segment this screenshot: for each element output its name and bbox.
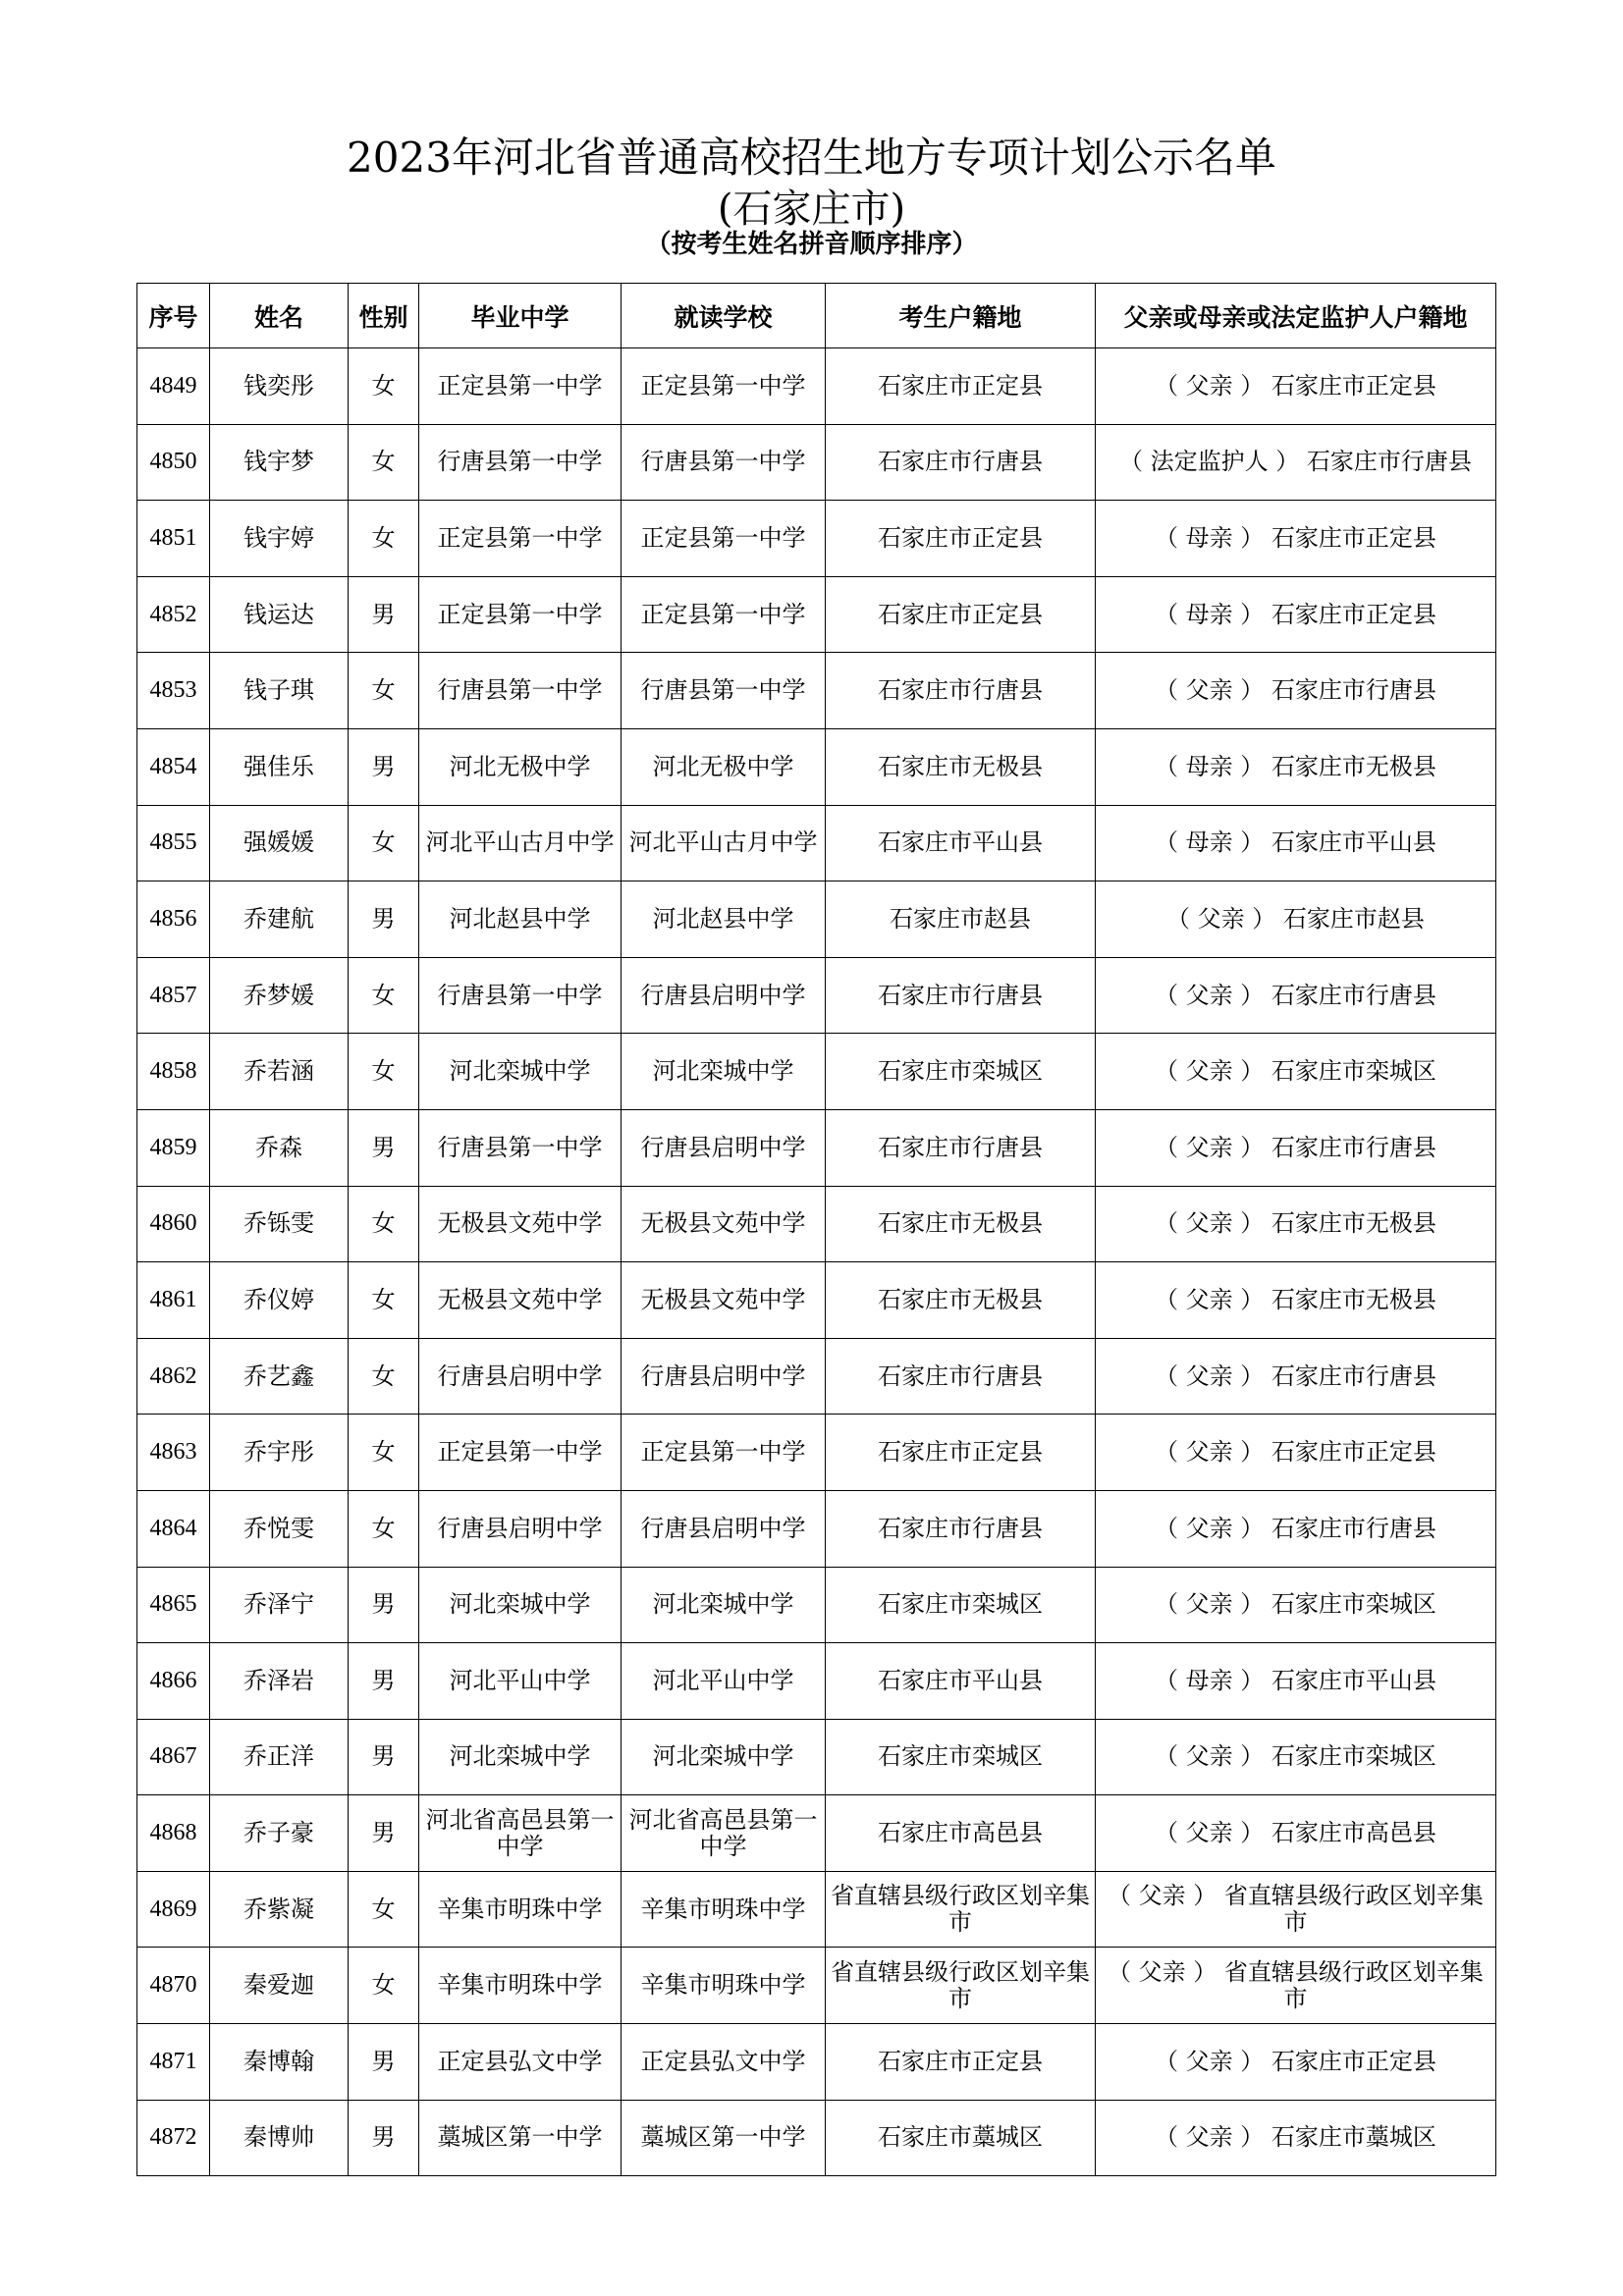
cell-name: 乔泽宁 bbox=[210, 1567, 349, 1643]
cell-graduation-school: 正定县第一中学 bbox=[419, 1415, 622, 1491]
cell-index: 4862 bbox=[137, 1338, 210, 1415]
cell-household-registration: 石家庄市栾城区 bbox=[826, 1567, 1096, 1643]
roster-table bbox=[136, 283, 1496, 2176]
cell-name: 乔森 bbox=[210, 1109, 349, 1186]
table-row bbox=[137, 576, 1496, 653]
cell-name: 钱奕彤 bbox=[210, 348, 349, 425]
cell-household-registration: 石家庄市行唐县 bbox=[826, 1490, 1096, 1567]
cell-index: 4865 bbox=[137, 1567, 210, 1643]
table-row bbox=[137, 2100, 1496, 2176]
header-row bbox=[137, 284, 1496, 348]
cell-graduation-school: 无极县文苑中学 bbox=[419, 1262, 622, 1339]
cell-current-school: 河北栾城中学 bbox=[622, 1034, 826, 1110]
table-row bbox=[137, 1871, 1496, 1948]
cell-gender: 男 bbox=[349, 1109, 419, 1186]
cell-graduation-school: 正定县弘文中学 bbox=[419, 2024, 622, 2101]
cell-current-school: 正定县第一中学 bbox=[622, 501, 826, 577]
cell-gender: 女 bbox=[349, 1034, 419, 1110]
cell-current-school: 河北栾城中学 bbox=[622, 1719, 826, 1795]
cell-gender: 男 bbox=[349, 2024, 419, 2101]
table-row bbox=[137, 957, 1496, 1034]
cell-current-school: 正定县第一中学 bbox=[622, 576, 826, 653]
cell-household-registration: 省直辖县级行政区划辛集市 bbox=[826, 1948, 1096, 2024]
cell-graduation-school: 行唐县第一中学 bbox=[419, 424, 622, 501]
cell-gender: 女 bbox=[349, 1948, 419, 2024]
cell-guardian-registration: （ 父亲 ） 省直辖县级行政区划辛集市 bbox=[1096, 1871, 1496, 1948]
cell-index: 4857 bbox=[137, 957, 210, 1034]
cell-current-school: 辛集市明珠中学 bbox=[622, 1871, 826, 1948]
page-subtitle: (石家庄市) bbox=[717, 187, 906, 232]
table-row bbox=[137, 1795, 1496, 1872]
cell-household-registration: 石家庄市栾城区 bbox=[826, 1034, 1096, 1110]
cell-current-school: 行唐县启明中学 bbox=[622, 957, 826, 1034]
table-row bbox=[137, 1415, 1496, 1491]
cell-index: 4850 bbox=[137, 424, 210, 501]
cell-name: 钱子琪 bbox=[210, 653, 349, 729]
cell-graduation-school: 行唐县第一中学 bbox=[419, 653, 622, 729]
cell-household-registration: 石家庄市行唐县 bbox=[826, 1338, 1096, 1415]
cell-name: 乔泽岩 bbox=[210, 1643, 349, 1720]
cell-index: 4853 bbox=[137, 653, 210, 729]
cell-gender: 女 bbox=[349, 1262, 419, 1339]
cell-graduation-school: 正定县第一中学 bbox=[419, 348, 622, 425]
cell-guardian-registration: （ 父亲 ） 石家庄市正定县 bbox=[1096, 1415, 1496, 1491]
table-row bbox=[137, 501, 1496, 577]
cell-index: 4869 bbox=[137, 1871, 210, 1948]
cell-current-school: 行唐县启明中学 bbox=[622, 1109, 826, 1186]
cell-gender: 女 bbox=[349, 348, 419, 425]
cell-index: 4854 bbox=[137, 728, 210, 805]
cell-guardian-registration: （ 母亲 ） 石家庄市无极县 bbox=[1096, 728, 1496, 805]
table-row bbox=[137, 1948, 1496, 2024]
cell-gender: 男 bbox=[349, 1719, 419, 1795]
cell-gender: 女 bbox=[349, 1490, 419, 1567]
table-row bbox=[137, 805, 1496, 881]
col-header-index: 序号 bbox=[137, 284, 210, 348]
col-header-gender: 性别 bbox=[349, 284, 419, 348]
page-title: 2023年河北省普通高校招生地方专项计划公示名单 bbox=[347, 133, 1276, 182]
cell-household-registration: 石家庄市无极县 bbox=[826, 1186, 1096, 1262]
sort-note: （按考生姓名拼音顺序排序） bbox=[645, 230, 978, 259]
cell-current-school: 辛集市明珠中学 bbox=[622, 1948, 826, 2024]
cell-household-registration: 石家庄市栾城区 bbox=[826, 1719, 1096, 1795]
cell-guardian-registration: （ 父亲 ） 石家庄市高邑县 bbox=[1096, 1795, 1496, 1872]
cell-graduation-school: 藁城区第一中学 bbox=[419, 2100, 622, 2176]
cell-household-registration: 省直辖县级行政区划辛集市 bbox=[826, 1871, 1096, 1948]
cell-name: 秦博翰 bbox=[210, 2024, 349, 2101]
cell-gender: 男 bbox=[349, 1567, 419, 1643]
table-row bbox=[137, 1490, 1496, 1567]
cell-graduation-school: 行唐县启明中学 bbox=[419, 1338, 622, 1415]
cell-household-registration: 石家庄市正定县 bbox=[826, 2024, 1096, 2101]
cell-current-school: 河北赵县中学 bbox=[622, 881, 826, 958]
cell-guardian-registration: （ 父亲 ） 石家庄市行唐县 bbox=[1096, 653, 1496, 729]
cell-guardian-registration: （ 父亲 ） 石家庄市栾城区 bbox=[1096, 1719, 1496, 1795]
cell-current-school: 正定县弘文中学 bbox=[622, 2024, 826, 2101]
table-row bbox=[137, 1186, 1496, 1262]
cell-gender: 女 bbox=[349, 424, 419, 501]
cell-name: 强佳乐 bbox=[210, 728, 349, 805]
cell-index: 4867 bbox=[137, 1719, 210, 1795]
cell-guardian-registration: （ 父亲 ） 省直辖县级行政区划辛集市 bbox=[1096, 1948, 1496, 2024]
cell-household-registration: 石家庄市正定县 bbox=[826, 1415, 1096, 1491]
cell-name: 乔紫凝 bbox=[210, 1871, 349, 1948]
col-header-guardian-registration: 父亲或母亲或法定监护人户籍地 bbox=[1096, 284, 1496, 348]
cell-gender: 女 bbox=[349, 653, 419, 729]
cell-current-school: 行唐县第一中学 bbox=[622, 424, 826, 501]
cell-graduation-school: 河北无极中学 bbox=[419, 728, 622, 805]
cell-guardian-registration: （ 法定监护人 ） 石家庄市行唐县 bbox=[1096, 424, 1496, 501]
table-row bbox=[137, 881, 1496, 958]
cell-name: 乔若涵 bbox=[210, 1034, 349, 1110]
cell-current-school: 正定县第一中学 bbox=[622, 348, 826, 425]
table-row bbox=[137, 1262, 1496, 1339]
cell-graduation-school: 河北栾城中学 bbox=[419, 1567, 622, 1643]
cell-household-registration: 石家庄市正定县 bbox=[826, 348, 1096, 425]
cell-graduation-school: 河北栾城中学 bbox=[419, 1034, 622, 1110]
cell-gender: 男 bbox=[349, 728, 419, 805]
table-row bbox=[137, 1643, 1496, 1720]
cell-name: 乔仪婷 bbox=[210, 1262, 349, 1339]
cell-guardian-registration: （ 父亲 ） 石家庄市无极县 bbox=[1096, 1186, 1496, 1262]
col-header-current-school: 就读学校 bbox=[622, 284, 826, 348]
cell-gender: 男 bbox=[349, 576, 419, 653]
cell-index: 4855 bbox=[137, 805, 210, 881]
cell-guardian-registration: （ 父亲 ） 石家庄市正定县 bbox=[1096, 348, 1496, 425]
cell-guardian-registration: （ 父亲 ） 石家庄市栾城区 bbox=[1096, 1567, 1496, 1643]
cell-household-registration: 石家庄市正定县 bbox=[826, 501, 1096, 577]
cell-graduation-school: 行唐县第一中学 bbox=[419, 1109, 622, 1186]
cell-current-school: 行唐县第一中学 bbox=[622, 653, 826, 729]
cell-guardian-registration: （ 母亲 ） 石家庄市正定县 bbox=[1096, 576, 1496, 653]
cell-guardian-registration: （ 父亲 ） 石家庄市行唐县 bbox=[1096, 1338, 1496, 1415]
cell-guardian-registration: （ 母亲 ） 石家庄市平山县 bbox=[1096, 1643, 1496, 1720]
cell-current-school: 正定县第一中学 bbox=[622, 1415, 826, 1491]
cell-gender: 女 bbox=[349, 805, 419, 881]
cell-index: 4871 bbox=[137, 2024, 210, 2101]
cell-index: 4861 bbox=[137, 1262, 210, 1339]
cell-index: 4852 bbox=[137, 576, 210, 653]
cell-current-school: 行唐县启明中学 bbox=[622, 1490, 826, 1567]
col-header-graduation-school: 毕业中学 bbox=[419, 284, 622, 348]
cell-index: 4864 bbox=[137, 1490, 210, 1567]
col-header-name: 姓名 bbox=[210, 284, 349, 348]
cell-household-registration: 石家庄市行唐县 bbox=[826, 424, 1096, 501]
cell-index: 4856 bbox=[137, 881, 210, 958]
cell-current-school: 无极县文苑中学 bbox=[622, 1262, 826, 1339]
table-row bbox=[137, 424, 1496, 501]
cell-household-registration: 石家庄市高邑县 bbox=[826, 1795, 1096, 1872]
cell-name: 秦爱迦 bbox=[210, 1948, 349, 2024]
cell-current-school: 行唐县启明中学 bbox=[622, 1338, 826, 1415]
cell-index: 4863 bbox=[137, 1415, 210, 1491]
cell-guardian-registration: （ 父亲 ） 石家庄市正定县 bbox=[1096, 2024, 1496, 2101]
cell-graduation-school: 辛集市明珠中学 bbox=[419, 1948, 622, 2024]
table-row bbox=[137, 1567, 1496, 1643]
cell-guardian-registration: （ 母亲 ） 石家庄市平山县 bbox=[1096, 805, 1496, 881]
cell-household-registration: 石家庄市行唐县 bbox=[826, 653, 1096, 729]
cell-graduation-school: 无极县文苑中学 bbox=[419, 1186, 622, 1262]
cell-gender: 女 bbox=[349, 1871, 419, 1948]
cell-name: 强媛媛 bbox=[210, 805, 349, 881]
cell-guardian-registration: （ 父亲 ） 石家庄市藁城区 bbox=[1096, 2100, 1496, 2176]
cell-current-school: 河北无极中学 bbox=[622, 728, 826, 805]
cell-name: 乔梦媛 bbox=[210, 957, 349, 1034]
cell-guardian-registration: （ 父亲 ） 石家庄市无极县 bbox=[1096, 1262, 1496, 1339]
cell-household-registration: 石家庄市行唐县 bbox=[826, 957, 1096, 1034]
cell-guardian-registration: （ 父亲 ） 石家庄市行唐县 bbox=[1096, 1109, 1496, 1186]
cell-graduation-school: 河北赵县中学 bbox=[419, 881, 622, 958]
cell-gender: 女 bbox=[349, 501, 419, 577]
cell-graduation-school: 正定县第一中学 bbox=[419, 576, 622, 653]
cell-current-school: 无极县文苑中学 bbox=[622, 1186, 826, 1262]
cell-gender: 男 bbox=[349, 2100, 419, 2176]
cell-current-school: 河北平山中学 bbox=[622, 1643, 826, 1720]
cell-name: 乔宇彤 bbox=[210, 1415, 349, 1491]
table-row bbox=[137, 728, 1496, 805]
cell-graduation-school: 正定县第一中学 bbox=[419, 501, 622, 577]
cell-name: 乔悦雯 bbox=[210, 1490, 349, 1567]
table-row bbox=[137, 1034, 1496, 1110]
cell-guardian-registration: （ 父亲 ） 石家庄市行唐县 bbox=[1096, 957, 1496, 1034]
cell-index: 4872 bbox=[137, 2100, 210, 2176]
col-header-household-registration: 考生户籍地 bbox=[826, 284, 1096, 348]
cell-name: 乔正洋 bbox=[210, 1719, 349, 1795]
cell-graduation-school: 河北省高邑县第一中学 bbox=[419, 1795, 622, 1872]
cell-household-registration: 石家庄市平山县 bbox=[826, 805, 1096, 881]
cell-gender: 女 bbox=[349, 1338, 419, 1415]
cell-household-registration: 石家庄市正定县 bbox=[826, 576, 1096, 653]
cell-household-registration: 石家庄市赵县 bbox=[826, 881, 1096, 958]
cell-index: 4851 bbox=[137, 501, 210, 577]
cell-current-school: 河北栾城中学 bbox=[622, 1567, 826, 1643]
cell-name: 钱宇婷 bbox=[210, 501, 349, 577]
table-row bbox=[137, 1109, 1496, 1186]
cell-household-registration: 石家庄市平山县 bbox=[826, 1643, 1096, 1720]
table-row bbox=[137, 348, 1496, 425]
cell-current-school: 河北省高邑县第一中学 bbox=[622, 1795, 826, 1872]
cell-name: 钱宇梦 bbox=[210, 424, 349, 501]
table-row bbox=[137, 653, 1496, 729]
cell-household-registration: 石家庄市藁城区 bbox=[826, 2100, 1096, 2176]
cell-gender: 男 bbox=[349, 1643, 419, 1720]
cell-current-school: 藁城区第一中学 bbox=[622, 2100, 826, 2176]
cell-index: 4870 bbox=[137, 1948, 210, 2024]
cell-name: 秦博帅 bbox=[210, 2100, 349, 2176]
cell-household-registration: 石家庄市无极县 bbox=[826, 728, 1096, 805]
cell-graduation-school: 行唐县第一中学 bbox=[419, 957, 622, 1034]
cell-index: 4866 bbox=[137, 1643, 210, 1720]
cell-household-registration: 石家庄市无极县 bbox=[826, 1262, 1096, 1339]
cell-guardian-registration: （ 父亲 ） 石家庄市栾城区 bbox=[1096, 1034, 1496, 1110]
cell-guardian-registration: （ 父亲 ） 石家庄市行唐县 bbox=[1096, 1490, 1496, 1567]
table-row bbox=[137, 1338, 1496, 1415]
cell-gender: 女 bbox=[349, 957, 419, 1034]
cell-index: 4849 bbox=[137, 348, 210, 425]
cell-gender: 男 bbox=[349, 1795, 419, 1872]
cell-graduation-school: 河北栾城中学 bbox=[419, 1719, 622, 1795]
cell-guardian-registration: （ 父亲 ） 石家庄市赵县 bbox=[1096, 881, 1496, 958]
cell-household-registration: 石家庄市行唐县 bbox=[826, 1109, 1096, 1186]
table-row bbox=[137, 1719, 1496, 1795]
cell-index: 4860 bbox=[137, 1186, 210, 1262]
cell-graduation-school: 行唐县启明中学 bbox=[419, 1490, 622, 1567]
cell-graduation-school: 河北平山中学 bbox=[419, 1643, 622, 1720]
cell-current-school: 河北平山古月中学 bbox=[622, 805, 826, 881]
cell-name: 乔艺鑫 bbox=[210, 1338, 349, 1415]
cell-index: 4858 bbox=[137, 1034, 210, 1110]
cell-name: 乔建航 bbox=[210, 881, 349, 958]
cell-graduation-school: 辛集市明珠中学 bbox=[419, 1871, 622, 1948]
cell-index: 4868 bbox=[137, 1795, 210, 1872]
cell-gender: 男 bbox=[349, 881, 419, 958]
table-row bbox=[137, 2024, 1496, 2101]
cell-gender: 女 bbox=[349, 1186, 419, 1262]
cell-name: 乔子豪 bbox=[210, 1795, 349, 1872]
cell-guardian-registration: （ 母亲 ） 石家庄市正定县 bbox=[1096, 501, 1496, 577]
cell-graduation-school: 河北平山古月中学 bbox=[419, 805, 622, 881]
cell-gender: 女 bbox=[349, 1415, 419, 1491]
cell-name: 钱运达 bbox=[210, 576, 349, 653]
cell-name: 乔铄雯 bbox=[210, 1186, 349, 1262]
cell-index: 4859 bbox=[137, 1109, 210, 1186]
